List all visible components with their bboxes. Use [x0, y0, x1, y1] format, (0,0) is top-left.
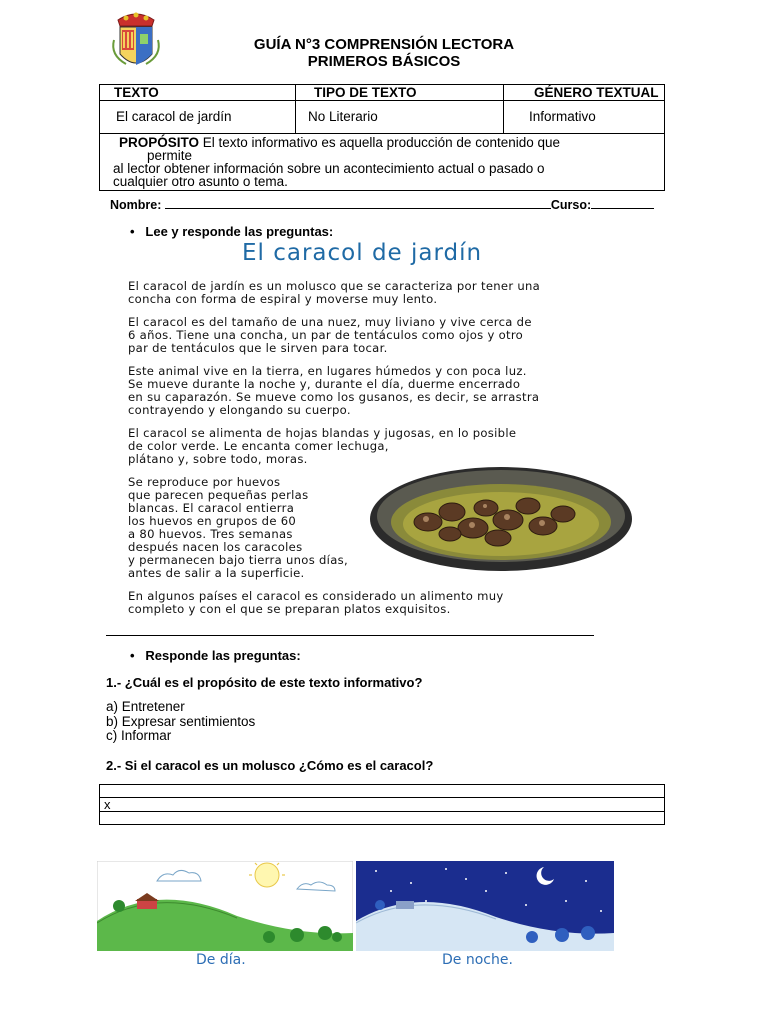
night-illustration [356, 861, 614, 951]
header-genero-textual: GÉNERO TEXTUAL [504, 85, 665, 101]
reading-paragraph-3: Este animal vive en la tierra, en lugares húmedos y con poca luz. Se mueve durante la noche y, durante el día, duerme encerrado en su caparazón. Se mueve como los gusanos, es decir, se arrastra contrayendo y elongando su cuerpo. [128, 364, 540, 417]
option-c[interactable]: c) Informar [106, 728, 172, 743]
reading-paragraph-2: El caracol es del tamaño de una nuez, muy liviano y vive cerca de 6 años. Tiene una concha, un par de tentáculos como ojos y otro par de tentáculos que le sirven para tocar. [128, 315, 532, 355]
reading-title: El caracol de jardín [242, 240, 483, 266]
question-1-options [106, 700, 255, 744]
student-info-row [110, 196, 660, 212]
purpose-label: PROPÓSITO [119, 135, 200, 150]
option-b[interactable]: b) Expresar sentimientos [106, 713, 256, 729]
info-table [99, 84, 665, 191]
bullet-icon: • [130, 224, 135, 239]
bullet-icon: • [130, 648, 135, 663]
question-1-text: 1.- ¿Cuál es el propósito de este texto informativo? [106, 675, 423, 690]
course-field[interactable] [591, 196, 654, 209]
instruction-2 [130, 648, 301, 663]
answer-row-2[interactable]: x [100, 798, 665, 812]
day-caption: De día. [196, 952, 246, 968]
instruction-1 [130, 224, 333, 239]
purpose-line4: cualquier otro asunto o tema. [113, 174, 288, 189]
reading-paragraph-6: En algunos países el caracol es considerado un alimento muy completo y con el que se preparan platos exquisitos. [128, 589, 504, 616]
answer-row-1[interactable] [100, 785, 665, 798]
value-genero-textual: Informativo [504, 101, 665, 134]
header-tipo-texto: TIPO DE TEXTO [296, 85, 504, 101]
night-caption: De noche. [442, 952, 513, 968]
purpose-cell [100, 134, 665, 191]
page-title-line1: GUÍA N°3 COMPRENSIÓN LECTORA [253, 36, 515, 53]
purpose-line1: El texto informativo es aquella producción de contenido que [199, 135, 561, 150]
snail-dish-image [368, 464, 634, 574]
question-2-text: 2.- Si el caracol es un molusco ¿Cómo es el caracol? [106, 758, 434, 773]
section-divider [106, 635, 594, 636]
reading-paragraph-5: Se reproduce por huevos que parecen pequeñas perlas blancas. El caracol entierra los huevos en grupos de 60 a 80 huevos. Tres semanas después nacen los caracoles y permanecen bajo tierra unos días, antes de salir a la superficie. [128, 475, 348, 580]
name-field[interactable] [165, 196, 551, 209]
answer-table [99, 784, 665, 825]
answer-row-3[interactable] [100, 812, 665, 825]
reading-paragraph-4: El caracol se alimenta de hojas blandas y jugosas, en lo posible de color verde. Le encanta comer lechuga, plátano y, sobre todo, moras. [128, 426, 517, 466]
value-tipo-texto: No Literario [296, 101, 504, 134]
instruction-2-text: Responde las preguntas: [145, 648, 301, 663]
day-illustration [97, 861, 353, 951]
course-label: Curso: [550, 198, 592, 212]
page-title-line2: PRIMEROS BÁSICOS [307, 53, 461, 70]
purpose-line3: al lector obtener información sobre un acontecimiento actual o pasado o [113, 161, 545, 176]
purpose-line2: permite [147, 148, 193, 163]
option-a[interactable]: a) Entretener [106, 699, 185, 714]
name-label: Nombre: [110, 198, 162, 212]
header-texto: TEXTO [100, 85, 296, 101]
value-texto: El caracol de jardín [100, 101, 296, 134]
reading-paragraph-1: El caracol de jardín es un molusco que se caracteriza por tener una concha con forma de espiral y moverse muy lento. [128, 279, 541, 306]
instruction-1-text: Lee y responde las preguntas: [145, 224, 334, 239]
